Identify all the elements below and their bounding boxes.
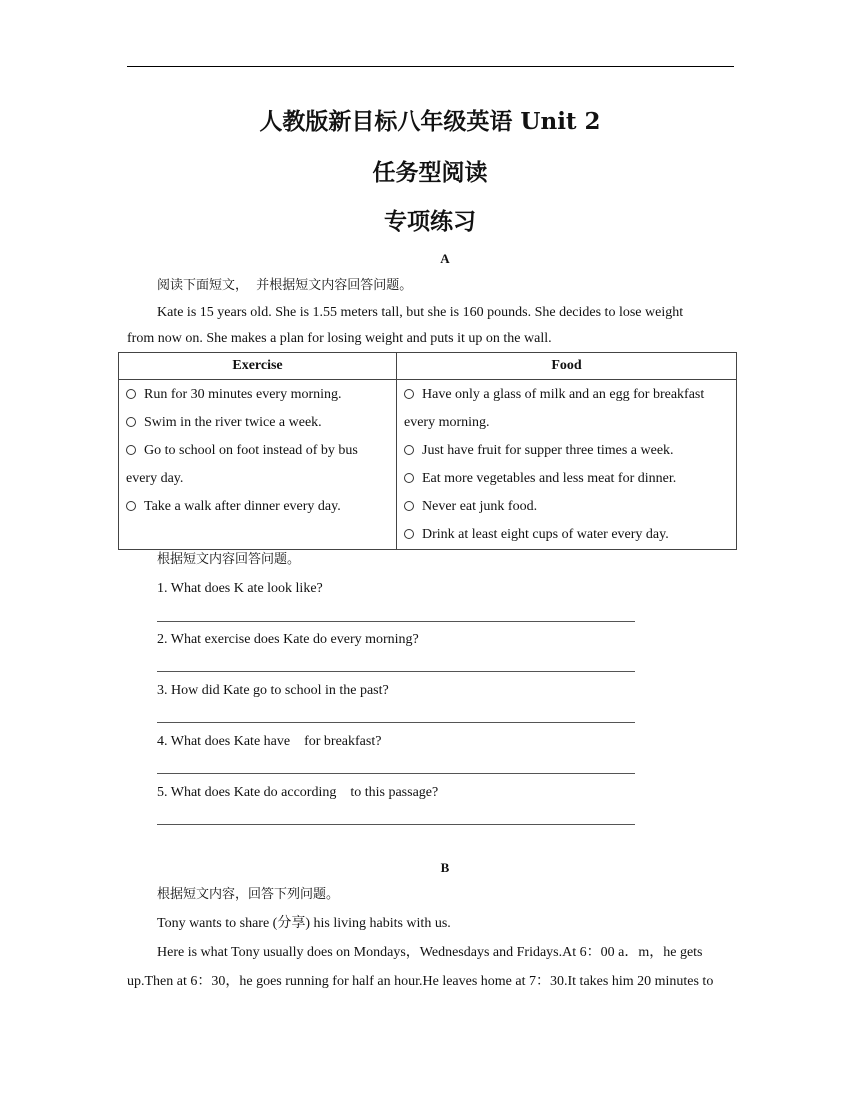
circle-bullet-icon: [126, 389, 136, 399]
circle-bullet-icon: [404, 445, 414, 455]
food-item: Drink at least eight cups of water every day.: [397, 521, 736, 549]
circle-bullet-icon: [126, 501, 136, 511]
header-food: Food: [397, 353, 737, 380]
circle-bullet-icon: [126, 417, 136, 427]
circle-bullet-icon: [404, 473, 414, 483]
answer-line-3[interactable]: [157, 722, 635, 723]
food-cell: [397, 380, 737, 550]
questions-instruction: 根据短文内容回答问题。: [157, 552, 301, 567]
header-rule: [127, 66, 734, 67]
question-5: 5. What does Kate do according to this passage?: [157, 785, 439, 800]
section-b-line-1: Tony wants to share (分享) his living habits with us.: [157, 916, 451, 931]
food-item: Never eat junk food.: [397, 493, 736, 521]
circle-bullet-icon: [126, 445, 136, 455]
answer-line-2[interactable]: [157, 671, 635, 672]
circle-bullet-icon: [404, 389, 414, 399]
passage-line-2: from now on. She makes a plan for losing weight and puts it up on the wall.: [127, 331, 552, 346]
exercise-item-continued: every day.: [126, 471, 184, 486]
passage-line-1: Kate is 15 years old. She is 1.55 meters tall, but she is 160 pounds. She decides to lose weight: [157, 305, 684, 320]
food-item: Eat more vegetables and less meat for dinner.: [397, 465, 736, 493]
question-4: 4. What does Kate have for breakfast?: [157, 734, 382, 749]
exercise-item: Take a walk after dinner every day.: [119, 493, 396, 521]
header-exercise: Exercise: [119, 353, 397, 380]
document-subtitle: 任务型阅读: [372, 159, 488, 186]
section-b-line-3: up.Then at 6：30，he goes running for half an hour.He leaves home at 7：30.It takes him 20 minutes to: [127, 974, 714, 989]
question-3: 3. How did Kate go to school in the past?: [157, 683, 389, 698]
section-b-line-2: Here is what Tony usually does on Mondays，Wednesdays and Fridays.At 6：00 a．m，he gets: [157, 945, 703, 960]
circle-bullet-icon: [404, 529, 414, 539]
section-a-instruction: 阅读下面短文， 并根据短文内容回答问题。: [157, 278, 413, 293]
question-2: 2. What exercise does Kate do every morning?: [157, 632, 419, 647]
weight-loss-plan-table: [118, 352, 737, 550]
section-a-heading: A: [440, 251, 450, 266]
food-item-continued: every morning.: [404, 415, 490, 430]
exercise-item: Swim in the river twice a week.: [119, 409, 396, 437]
question-1: 1. What does K ate look like?: [157, 581, 323, 596]
exercise-cell: [119, 380, 397, 550]
exercise-item: Go to school on foot instead of by bus: [119, 437, 396, 465]
food-item: Just have fruit for supper three times a week.: [397, 437, 736, 465]
section-b-instruction: 根据短文内容，回答下列问题。: [157, 887, 340, 902]
answer-line-5[interactable]: [157, 824, 635, 825]
food-item: Have only a glass of milk and an egg for breakfast: [397, 381, 736, 409]
document-title: 人教版新目标八年级英语 Unit 2: [259, 108, 601, 135]
answer-line-1[interactable]: [157, 621, 635, 622]
document-subtitle-2: 专项练习: [384, 208, 476, 235]
section-b-heading: B: [440, 860, 450, 875]
answer-line-4[interactable]: [157, 773, 635, 774]
exercise-item: Run for 30 minutes every morning.: [119, 381, 396, 409]
circle-bullet-icon: [404, 501, 414, 511]
